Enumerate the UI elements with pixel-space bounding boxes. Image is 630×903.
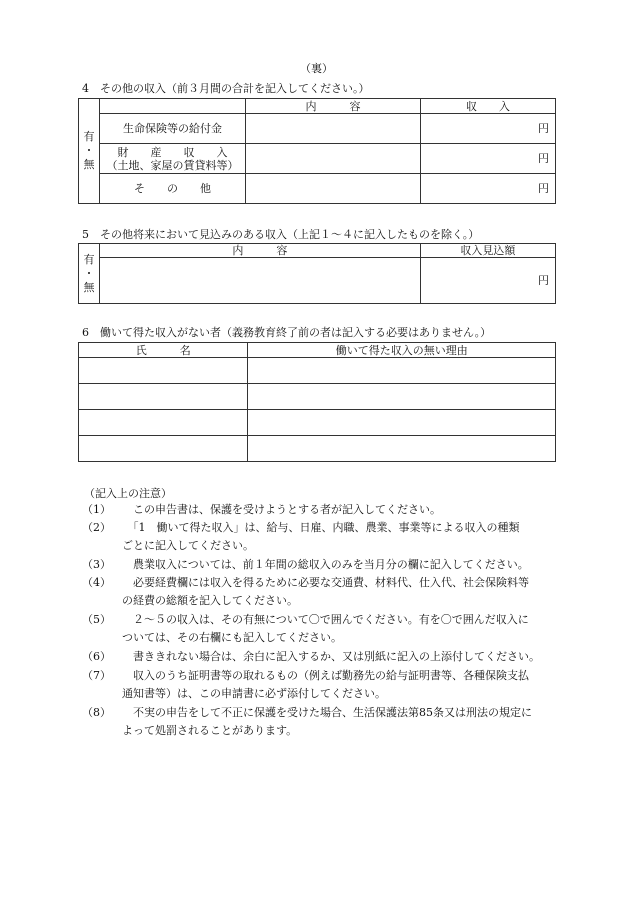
note-text-continued: の経費の総額を記入してください。 (122, 594, 298, 607)
section4-content-cell[interactable] (246, 174, 421, 204)
note-item (82, 667, 552, 703)
note-number: （3） (82, 558, 111, 571)
note-number: （6） (82, 650, 111, 663)
section5-table (78, 243, 556, 304)
name-cell[interactable] (79, 436, 248, 462)
note-text: 必要経費欄には収入を得るために必要な交通費、材料代、仕入代、社会保険料等 (122, 576, 529, 589)
dot-mark: ・ (83, 266, 95, 280)
section4-label-header (100, 99, 246, 114)
section4-content-cell[interactable] (246, 114, 421, 144)
name-cell[interactable] (79, 358, 248, 384)
section4-heading: 4 その他の収入（前３月間の合計を記入してください。） (82, 82, 370, 95)
reason-cell[interactable] (248, 358, 556, 384)
note-number: （4） (82, 576, 111, 589)
note-text-continued: よって処罰されることがあります。 (122, 724, 298, 737)
section4-row-insurance (79, 114, 556, 144)
no-mark: 無 (83, 158, 95, 171)
section5-expected-cell[interactable]: 円 (420, 258, 555, 304)
section4-income-header: 収 入 (421, 99, 556, 114)
section4-table (78, 98, 556, 204)
yes-mark: 有 (83, 130, 95, 143)
note-number: （8） (82, 706, 111, 719)
section4-income-cell[interactable]: 円 (421, 114, 556, 144)
note-text: 「1 働いて得た収入」は、給与、日雇、内職、農業、事業等による収入の種類 (122, 521, 520, 534)
section5-content-header: 内 容 (100, 244, 421, 258)
note-item (82, 519, 552, 555)
note-text: この申告書は、保護を受けようとする者が記入してください。 (122, 503, 441, 516)
section6-table (78, 342, 556, 462)
note-item (82, 704, 552, 740)
note-number: （2） (82, 521, 111, 534)
page-side-label: （裏） (300, 62, 333, 75)
note-item (82, 556, 552, 574)
note-item (82, 574, 552, 610)
section5-yesno[interactable] (79, 244, 100, 304)
notes-title: （記入上の注意） (84, 487, 172, 500)
name-cell[interactable] (79, 384, 248, 410)
no-mark: 無 (83, 280, 95, 294)
section4-row-label: そ の 他 (100, 174, 246, 204)
section4-income-cell[interactable]: 円 (421, 144, 556, 174)
note-item (82, 501, 552, 519)
note-text: 書ききれない場合は、余白に記入するか、又は別紙に記入の上添付してください。 (122, 650, 540, 663)
section4-row-property (79, 144, 556, 174)
section4-yesno[interactable] (79, 99, 100, 204)
note-number: （5） (82, 613, 111, 626)
section5-heading: 5 その他将来において見込みのある収入（上記１～４に記入したものを除く。） (82, 228, 480, 241)
note-item (82, 611, 552, 647)
name-cell[interactable] (79, 410, 248, 436)
reason-cell[interactable] (248, 384, 556, 410)
property-income-sublabel: （土地、家屋の賃貸料等） (106, 158, 239, 172)
section4-row-other (79, 174, 556, 204)
note-text-continued: 通知書等）は、この申請書に必ず添付してください。 (122, 687, 386, 700)
note-text: 不実の申告をして不正に保護を受けた場合、生活保護法第85条又は刑法の規定に (122, 706, 532, 719)
table-row (79, 410, 556, 436)
section5-expected-header: 収入見込額 (420, 244, 555, 258)
reason-cell[interactable] (248, 436, 556, 462)
note-text-continued: ついては、その右欄にも記入してください。 (122, 631, 342, 644)
note-item (82, 648, 552, 666)
section5-content-cell[interactable] (100, 258, 421, 304)
section6-heading: 6 働いて得た収入がない者（義務教育終了前の者は記入する必要はありません。） (82, 326, 492, 339)
table-row (79, 358, 556, 384)
yes-mark: 有 (83, 252, 95, 266)
section4-income-cell[interactable]: 円 (421, 174, 556, 204)
section6-reason-header: 働いて得た収入の無い理由 (248, 343, 556, 358)
table-row (79, 384, 556, 410)
dot-mark: ・ (83, 144, 95, 157)
section4-content-cell[interactable] (246, 144, 421, 174)
section4-content-header: 内 容 (246, 99, 421, 114)
note-text: ２～５の収入は、その有無について〇で囲んでください。有を〇で囲んだ収入に (122, 613, 529, 626)
table-row (79, 436, 556, 462)
note-number: （1） (82, 503, 111, 516)
section4-row-label (100, 144, 246, 174)
note-text: 農業収入については、前１年間の総収入のみを当月分の欄に記入してください。 (122, 558, 529, 571)
property-income-label: 財 産 収 入 (117, 145, 228, 159)
note-text: 収入のうち証明書等の取れるもの（例えば勤務先の給与証明書等、各種保険支払 (122, 669, 529, 682)
note-number: （7） (82, 669, 111, 682)
section6-name-header: 氏 名 (79, 343, 248, 358)
note-text-continued: ごとに記入してください。 (122, 539, 254, 552)
section4-row-label: 生命保険等の給付金 (100, 114, 246, 144)
reason-cell[interactable] (248, 410, 556, 436)
